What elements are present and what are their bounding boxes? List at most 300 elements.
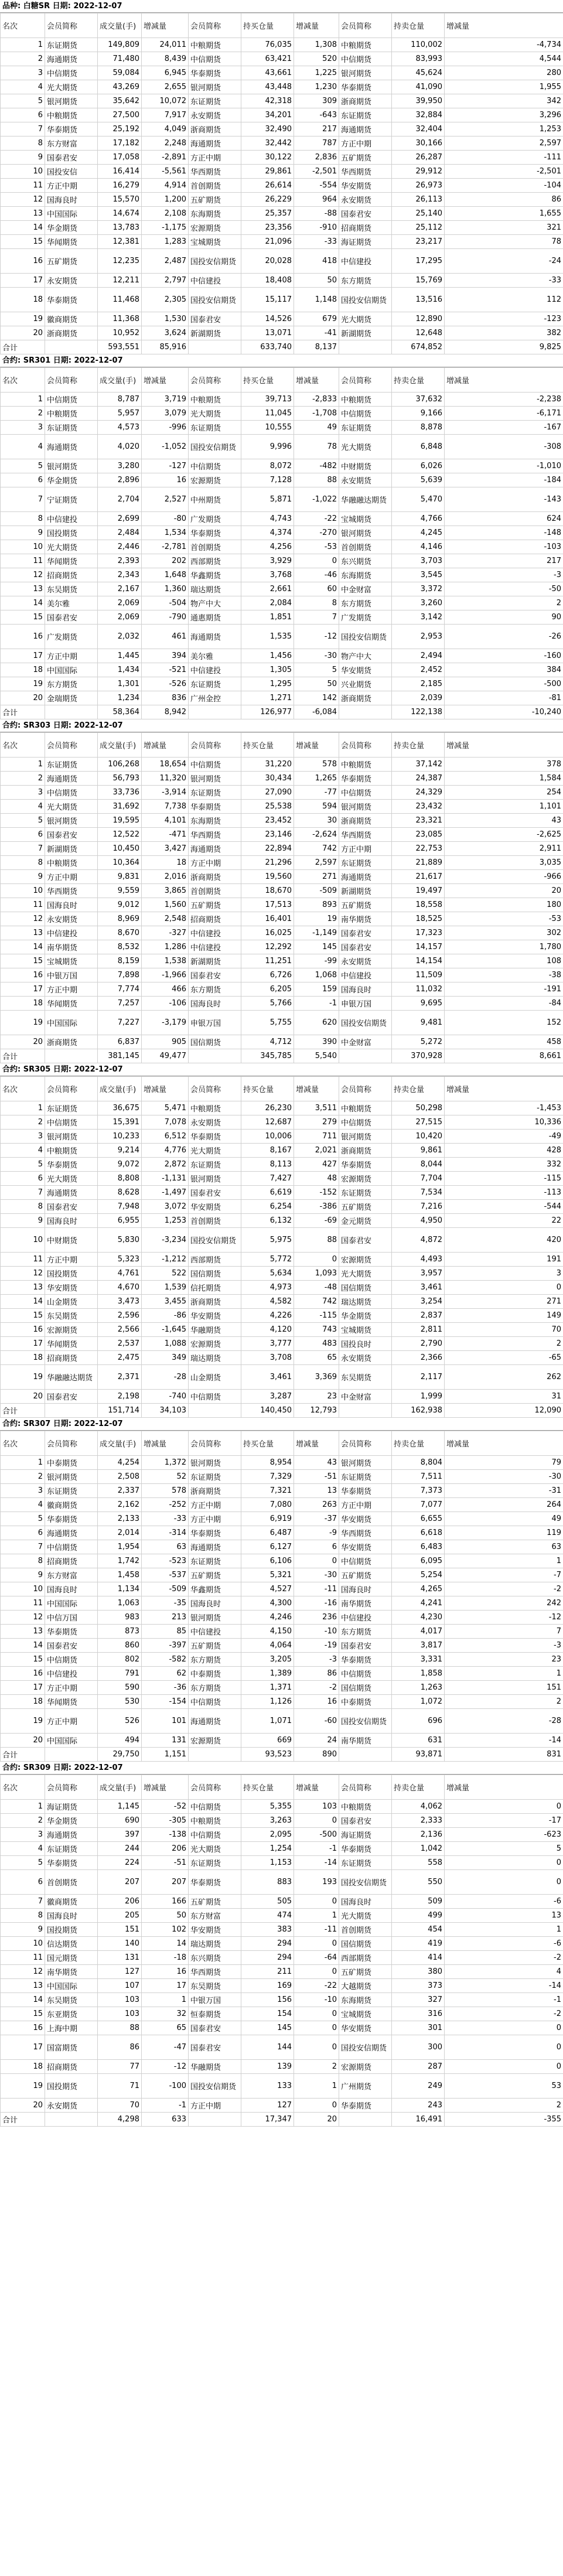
table-cell: 10	[1, 1937, 45, 1951]
table-cell: 1,648	[142, 568, 189, 582]
table-cell: -6,084	[294, 705, 339, 719]
table-cell: 370,928	[392, 1049, 445, 1063]
table-cell: 23	[445, 1653, 563, 1667]
table-cell: 五矿期货	[339, 1568, 392, 1582]
table-cell: 中信建投	[189, 1625, 241, 1639]
table-cell: 中信建投	[189, 940, 241, 954]
table-cell: -99	[294, 954, 339, 968]
table-cell: 29,750	[98, 1748, 142, 1762]
table-cell: 海通期货	[189, 842, 241, 856]
table-cell: 2	[445, 1337, 563, 1351]
table-cell: -160	[445, 649, 563, 663]
column-header: 名次	[1, 1431, 45, 1456]
table-cell: -910	[294, 221, 339, 235]
table-cell: -2,625	[445, 828, 563, 842]
table-cell: 17,058	[98, 151, 142, 165]
table-cell: 国投安信期货	[189, 288, 241, 312]
table-row	[1, 1101, 563, 1115]
table-cell: 964	[294, 193, 339, 207]
table-cell: 31	[445, 1390, 563, 1404]
table-cell: 国信期货	[339, 1937, 392, 1951]
column-header: 会员简称	[45, 1775, 98, 1800]
ranking-table	[0, 367, 563, 719]
table-cell: 2,446	[98, 540, 142, 554]
table-cell: 16	[142, 473, 189, 487]
table-cell: 2	[1, 1814, 45, 1828]
table-row	[1, 312, 563, 326]
table-cell: 1,042	[392, 1842, 445, 1856]
table-row	[1, 1895, 563, 1909]
table-cell: 华融融达期货	[45, 1365, 98, 1390]
table-cell: 37,142	[392, 758, 445, 772]
table-cell: 首创期货	[339, 540, 392, 554]
table-row	[1, 814, 563, 828]
table-cell: 华泰期货	[189, 1130, 241, 1144]
table-row	[1, 677, 563, 691]
table-cell: -10,240	[445, 705, 563, 719]
column-header: 增减量	[142, 1431, 189, 1456]
table-cell: 4,230	[392, 1611, 445, 1625]
table-cell: 16	[142, 1965, 189, 1979]
table-cell: -12	[294, 625, 339, 649]
table-cell: 31,692	[98, 800, 142, 814]
table-cell: 5	[1, 1158, 45, 1172]
column-header: 会员简称	[45, 13, 98, 38]
table-row	[1, 540, 563, 554]
table-cell: 华安期货	[339, 2021, 392, 2035]
table-cell: 2	[1, 1115, 45, 1130]
table-cell: 东证期货	[45, 758, 98, 772]
table-cell: 3,455	[142, 1295, 189, 1309]
table-cell: 26,229	[241, 193, 294, 207]
table-cell: 物产中大	[339, 649, 392, 663]
table-cell: 11	[1, 1253, 45, 1267]
table-cell: 15,117	[241, 288, 294, 312]
table-cell: 华泰期货	[339, 1842, 392, 1856]
table-cell: 836	[142, 691, 189, 705]
table-cell: 中信期货	[339, 52, 392, 66]
table-cell: -327	[142, 926, 189, 940]
table-cell: 中信期货	[339, 1554, 392, 1568]
table-cell: 12,648	[392, 326, 445, 340]
table-row	[1, 758, 563, 772]
table-cell: 中粮期货	[339, 38, 392, 52]
table-cell: 3,280	[98, 459, 142, 473]
table-cell: 696	[392, 1709, 445, 1734]
table-cell: 华泰期货	[339, 2099, 392, 2113]
header-row	[1, 1775, 563, 1800]
table-cell: -64	[294, 1951, 339, 1965]
table-cell: 4,256	[241, 540, 294, 554]
table-cell: 1,458	[98, 1568, 142, 1582]
table-cell: 5,321	[241, 1568, 294, 1582]
table-cell: 36,675	[98, 1101, 142, 1115]
table-cell: -22	[294, 1979, 339, 1993]
table-cell: 414	[392, 1951, 445, 1965]
table-cell: 金瑞期货	[45, 691, 98, 705]
table-cell: 207	[98, 1870, 142, 1895]
table-cell: 20	[445, 884, 563, 898]
table-cell: 海通期货	[189, 1540, 241, 1554]
table-cell: -2	[445, 1951, 563, 1965]
table-cell: 19	[1, 2074, 45, 2099]
table-cell: -386	[294, 1200, 339, 1214]
table-cell: 2,699	[98, 512, 142, 526]
table-cell: 6	[294, 1540, 339, 1554]
table-cell: 202	[142, 554, 189, 568]
table-cell: 国泰君安	[45, 828, 98, 842]
table-cell: 428	[445, 1144, 563, 1158]
table-cell: 中粮期货	[45, 108, 98, 122]
table-cell: 3,260	[392, 596, 445, 610]
table-cell: 中泰期货	[189, 1667, 241, 1681]
table-cell: 4,493	[392, 1253, 445, 1267]
table-cell: 271	[445, 1295, 563, 1309]
column-header: 持买仓量	[241, 1431, 294, 1456]
table-cell: 华闻期货	[45, 554, 98, 568]
table-cell: 62	[142, 1667, 189, 1681]
table-cell	[339, 340, 392, 354]
table-cell: 海通期货	[189, 1709, 241, 1734]
table-cell: 海通期货	[45, 52, 98, 66]
table-cell: 244	[98, 1842, 142, 1856]
table-cell: -526	[142, 677, 189, 691]
table-cell: 294	[241, 1951, 294, 1965]
table-cell: 合计	[1, 705, 45, 719]
table-cell: 9,996	[241, 435, 294, 459]
table-cell: -1	[294, 1842, 339, 1856]
table-cell: 2,494	[392, 649, 445, 663]
table-cell: 2,837	[392, 1309, 445, 1323]
table-cell: 25,357	[241, 207, 294, 221]
table-cell: 新湖期货	[45, 842, 98, 856]
table-cell: 17	[1, 274, 45, 288]
table-cell: 东海期货	[189, 814, 241, 828]
table-cell: 广发期货	[189, 512, 241, 526]
table-cell: 东吴期货	[45, 1309, 98, 1323]
table-cell: 52	[142, 1470, 189, 1484]
table-cell: 0	[294, 1895, 339, 1909]
table-cell: -3,179	[142, 1011, 189, 1035]
table-cell: 2,371	[98, 1365, 142, 1390]
table-cell: 31,220	[241, 758, 294, 772]
table-cell: 112	[445, 288, 563, 312]
table-cell: 15	[1, 610, 45, 625]
table-cell: 6,919	[241, 1512, 294, 1526]
table-cell: -127	[142, 459, 189, 473]
table-cell: 3	[445, 1267, 563, 1281]
table-cell: 五矿期货	[189, 193, 241, 207]
table-cell: 8,670	[98, 926, 142, 940]
table-cell: 4,766	[392, 512, 445, 526]
table-cell: 17	[142, 1979, 189, 1993]
table-cell: 10	[1, 165, 45, 179]
column-header: 名次	[1, 1775, 45, 1800]
table-cell: -1	[294, 997, 339, 1011]
table-cell: 海通期货	[45, 1186, 98, 1200]
table-row	[1, 2074, 563, 2099]
table-cell: 方正中期	[45, 1253, 98, 1267]
table-cell: 浙商期货	[339, 94, 392, 108]
table-cell: 3	[1, 1130, 45, 1144]
table-cell: -554	[294, 179, 339, 193]
table-cell: 624	[445, 512, 563, 526]
table-cell: 10,450	[98, 842, 142, 856]
table-cell: 39,950	[392, 94, 445, 108]
table-cell: 15	[1, 1309, 45, 1323]
table-cell: 191	[445, 1253, 563, 1267]
table-cell: 1,301	[98, 677, 142, 691]
table-cell: 5	[1, 814, 45, 828]
table-cell: 5,755	[241, 1011, 294, 1035]
table-cell: 宝城期货	[189, 235, 241, 249]
table-cell: 4,146	[392, 540, 445, 554]
ranking-table	[0, 1076, 563, 1418]
table-cell: 9	[1, 1214, 45, 1228]
table-cell: 广发期货	[339, 610, 392, 625]
table-cell: 419	[392, 1937, 445, 1951]
table-cell: 5,272	[392, 1035, 445, 1049]
table-cell: 9	[1, 1568, 45, 1582]
table-cell: 70	[98, 2099, 142, 2113]
table-cell: 461	[142, 625, 189, 649]
table-cell: 9	[1, 870, 45, 884]
table-cell: 9,695	[392, 997, 445, 1011]
table-cell: 东证期货	[189, 786, 241, 800]
table-cell: 1,742	[98, 1554, 142, 1568]
table-cell: -47	[142, 2035, 189, 2060]
table-cell: 19	[294, 912, 339, 926]
table-cell: 23,356	[241, 221, 294, 235]
table-cell: 信托期货	[189, 1281, 241, 1295]
table-row	[1, 1323, 563, 1337]
table-cell: 3,624	[142, 326, 189, 340]
table-row	[1, 1540, 563, 1554]
table-cell: -1,708	[294, 407, 339, 421]
table-cell: -509	[294, 884, 339, 898]
table-cell: 49,477	[142, 1049, 189, 1063]
table-cell: 1,153	[241, 1856, 294, 1870]
table-cell: -2,501	[445, 165, 563, 179]
table-cell: -41	[294, 326, 339, 340]
table-cell: 海证期货	[339, 1828, 392, 1842]
table-cell: 6,106	[241, 1554, 294, 1568]
table-cell: 1,063	[98, 1596, 142, 1611]
column-header: 成交量(手)	[98, 733, 142, 758]
table-cell: 1,093	[294, 1267, 339, 1281]
table-cell: -996	[142, 421, 189, 435]
table-row	[1, 473, 563, 487]
table-cell: 东证期货	[339, 1470, 392, 1484]
table-cell: 国泰君安	[45, 1390, 98, 1404]
table-cell: 13	[1, 926, 45, 940]
table-row	[1, 1011, 563, 1035]
table-cell: 14,154	[392, 954, 445, 968]
table-cell: 21,889	[392, 856, 445, 870]
table-cell: 2,811	[392, 1323, 445, 1337]
table-cell: 华西期货	[339, 165, 392, 179]
table-cell: 海通期货	[45, 1526, 98, 1540]
table-cell: 国泰君安	[189, 2021, 241, 2035]
table-cell: 1,126	[241, 1695, 294, 1709]
table-cell: -38	[445, 968, 563, 982]
table-cell: 东吴期货	[45, 1993, 98, 2007]
table-cell: 8,787	[98, 393, 142, 407]
table-cell: 30,122	[241, 151, 294, 165]
column-header: 会员简称	[339, 1775, 392, 1800]
table-cell: 4,914	[142, 179, 189, 193]
table-cell: 13	[1, 582, 45, 596]
column-header: 会员简称	[189, 368, 241, 393]
table-cell: 2,596	[98, 1309, 142, 1323]
table-cell: 145	[294, 940, 339, 954]
table-cell: 0	[294, 1554, 339, 1568]
table-cell: 中粮期货	[189, 1101, 241, 1115]
table-cell: 2,597	[445, 137, 563, 151]
table-cell: 华安期货	[339, 1512, 392, 1526]
table-row	[1, 407, 563, 421]
table-cell: 4,573	[98, 421, 142, 435]
table-cell: 华闻期货	[45, 997, 98, 1011]
table-cell: 18,558	[392, 898, 445, 912]
table-row	[1, 1337, 563, 1351]
table-row	[1, 52, 563, 66]
table-cell: 35,642	[98, 94, 142, 108]
table-cell: 东证期货	[189, 421, 241, 435]
column-header: 成交量(手)	[98, 1077, 142, 1101]
column-header: 增减量	[294, 1431, 339, 1456]
table-cell: 25,192	[98, 122, 142, 137]
table-cell: 国信期货	[339, 1681, 392, 1695]
table-cell: 7	[1, 1540, 45, 1554]
table-cell: 华西期货	[189, 1965, 241, 1979]
table-cell: 24	[294, 1734, 339, 1748]
table-row	[1, 221, 563, 235]
table-cell: 中信期货	[189, 1828, 241, 1842]
table-cell: 国泰君安	[45, 151, 98, 165]
table-cell: 7	[294, 610, 339, 625]
table-cell: -1,175	[142, 221, 189, 235]
table-cell: 2,872	[142, 1158, 189, 1172]
table-cell: 11	[1, 1951, 45, 1965]
table-cell: 招商期货	[45, 1554, 98, 1568]
table-cell: -37	[294, 1512, 339, 1526]
table-cell: 华安期货	[45, 1281, 98, 1295]
table-cell: 5	[1, 459, 45, 473]
table-cell: 0	[445, 2021, 563, 2035]
table-cell: 申银万国	[189, 1011, 241, 1035]
column-header: 名次	[1, 368, 45, 393]
table-cell: 2,016	[142, 870, 189, 884]
table-cell: 4,950	[392, 1214, 445, 1228]
table-cell: 中信期货	[45, 786, 98, 800]
table-cell: 东吴期货	[339, 1365, 392, 1390]
table-cell: 海通期货	[189, 137, 241, 151]
table-row	[1, 982, 563, 997]
table-row	[1, 610, 563, 625]
table-cell: 0	[445, 1870, 563, 1895]
table-row	[1, 2035, 563, 2060]
table-cell: 1,148	[294, 288, 339, 312]
table-cell: 11,251	[241, 954, 294, 968]
table-cell: 79	[445, 1456, 563, 1470]
table-cell: 中信期货	[189, 1695, 241, 1709]
table-cell: 8	[1, 1909, 45, 1923]
table-cell	[339, 1404, 392, 1418]
table-cell: -471	[142, 828, 189, 842]
table-cell: -14	[445, 1979, 563, 1993]
table-cell: 63	[445, 1540, 563, 1554]
table-cell: 五矿期货	[339, 1965, 392, 1979]
table-cell: 宏源期货	[189, 1734, 241, 1748]
table-cell: 27,500	[98, 108, 142, 122]
table-cell: 39,713	[241, 393, 294, 407]
table-row	[1, 249, 563, 274]
table-cell: 3,254	[392, 1295, 445, 1309]
table-row	[1, 912, 563, 926]
table-cell: 4,670	[98, 1281, 142, 1295]
table-cell: 中粮期货	[339, 393, 392, 407]
table-cell: 中信期货	[189, 758, 241, 772]
table-cell: 首创期货	[189, 884, 241, 898]
table-cell: 8,044	[392, 1158, 445, 1172]
table-row	[1, 1870, 563, 1895]
table-cell: 中金财富	[339, 582, 392, 596]
table-row	[1, 842, 563, 856]
ranking-section	[0, 1762, 563, 2127]
table-cell: 63	[142, 1540, 189, 1554]
table-cell: -111	[445, 151, 563, 165]
table-cell: 12,211	[98, 274, 142, 288]
table-cell: 东方期货	[189, 1681, 241, 1695]
table-cell: 2	[1, 407, 45, 421]
table-cell: 85	[142, 1625, 189, 1639]
table-cell: 526	[98, 1709, 142, 1734]
table-cell: -36	[142, 1681, 189, 1695]
table-cell: 6,955	[98, 1214, 142, 1228]
table-cell: 中财期货	[339, 459, 392, 473]
table-cell	[189, 1404, 241, 1418]
table-cell: 530	[98, 1695, 142, 1709]
table-cell: 454	[392, 1923, 445, 1937]
table-cell: 银河期货	[45, 1130, 98, 1144]
table-cell: 南华期货	[339, 912, 392, 926]
table-cell: 8	[1, 1200, 45, 1214]
table-cell: 1,101	[445, 800, 563, 814]
table-cell: 东兴期货	[339, 554, 392, 568]
table-cell: -106	[142, 997, 189, 1011]
table-cell: 12	[1, 1611, 45, 1625]
table-cell: 10,555	[241, 421, 294, 435]
table-cell: -26	[445, 625, 563, 649]
table-cell: 中信期货	[189, 1390, 241, 1404]
column-header: 会员简称	[339, 13, 392, 38]
table-cell: 7,427	[241, 1172, 294, 1186]
table-cell: 18,654	[142, 758, 189, 772]
table-cell: 33,736	[98, 786, 142, 800]
table-cell: 7	[1, 1186, 45, 1200]
column-header: 持买仓量	[241, 368, 294, 393]
column-header: 增减量	[294, 733, 339, 758]
table-cell: 光大期货	[339, 1909, 392, 1923]
table-cell: 5,355	[241, 1800, 294, 1814]
table-cell: 633	[142, 2113, 189, 2127]
table-cell: -5,561	[142, 165, 189, 179]
table-cell: 43,269	[98, 80, 142, 94]
table-cell: 国投期货	[45, 1267, 98, 1281]
table-cell: 银河期货	[45, 459, 98, 473]
table-cell: 0	[294, 2021, 339, 2035]
